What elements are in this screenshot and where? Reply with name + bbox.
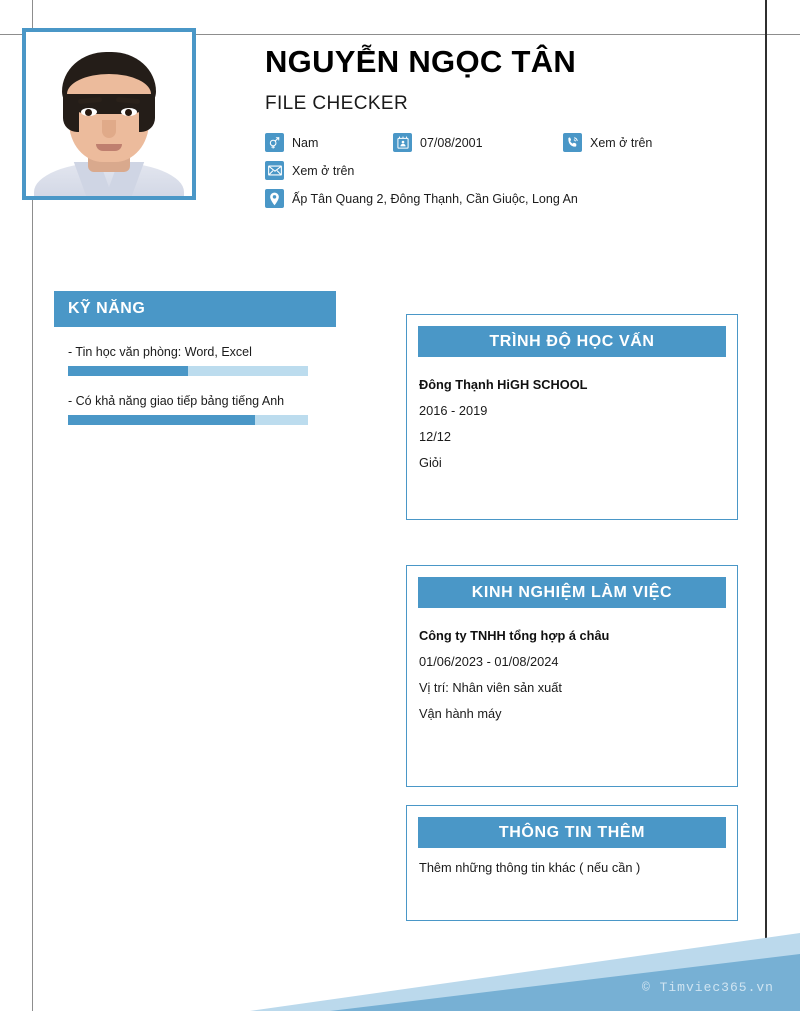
section-extra-info — [406, 805, 738, 921]
skill-item — [54, 394, 336, 425]
experience-body — [419, 628, 725, 732]
skill-progress-track — [68, 366, 308, 376]
extra-text: Thêm những thông tin khác ( nếu cần ) — [419, 860, 641, 875]
skill-label: - Có khả năng giao tiếp bảng tiếng Anh — [68, 394, 285, 408]
skill-progress-fill — [68, 366, 188, 376]
skills-heading-label: KỸ NĂNG — [68, 300, 146, 317]
contact-list — [265, 133, 745, 208]
portrait-nose — [102, 120, 116, 138]
portrait-eye-left — [81, 108, 97, 116]
email-icon — [265, 161, 284, 180]
contact-dob-label: 07/08/2001 — [420, 135, 483, 150]
avatar — [22, 28, 196, 200]
skill-item — [54, 345, 336, 376]
identity-block — [265, 45, 745, 217]
footer-waves — [0, 921, 800, 1011]
contact-gender-label: Nam — [292, 135, 319, 150]
contact-address-label: Ấp Tân Quang 2, Đông Thạnh, Cần Giuộc, Long An — [292, 191, 578, 206]
education-years: 2016 - 2019 — [419, 403, 488, 418]
education-school: Đông Thạnh HiGH SCHOOL — [419, 377, 588, 392]
extra-body — [419, 860, 725, 875]
education-heading-bar — [418, 326, 726, 357]
contact-address — [265, 189, 578, 208]
phone-icon — [563, 133, 582, 152]
contact-email — [265, 161, 354, 180]
contact-row-3 — [265, 189, 745, 208]
footer-decoration — [0, 921, 800, 1011]
contact-dob — [393, 133, 563, 152]
contact-gender — [265, 133, 393, 152]
portrait-illustration — [26, 32, 192, 196]
section-skills — [54, 291, 336, 425]
contact-row-1 — [265, 133, 745, 152]
education-heading-label: TRÌNH ĐỘ HỌC VẤN — [489, 332, 655, 350]
watermark-label: © Timviec365.vn — [641, 980, 774, 995]
contact-email-label: Xem ở trên — [292, 163, 355, 178]
contact-row-2 — [265, 161, 745, 180]
portrait-eye-right — [121, 108, 137, 116]
skill-progress-track — [68, 415, 308, 425]
job-title: FILE CHECKER — [265, 93, 409, 115]
section-experience — [406, 565, 738, 787]
section-education — [406, 314, 738, 520]
experience-heading-bar — [418, 577, 726, 608]
experience-detail: Vận hành máy — [419, 706, 502, 721]
calendar-icon — [393, 133, 412, 152]
extra-heading-bar — [418, 817, 726, 848]
portrait-mouth — [96, 144, 122, 151]
experience-role: Vị trí: Nhân viên sản xuất — [419, 680, 562, 695]
extra-heading-label: THÔNG TIN THÊM — [498, 823, 646, 841]
location-icon — [265, 189, 284, 208]
education-grade: Giỏi — [419, 455, 442, 470]
page-title: NGUYỄN NGỌC TÂN — [265, 44, 577, 79]
experience-period: 01/06/2023 - 01/08/2024 — [419, 654, 559, 669]
education-major: 12/12 — [419, 429, 452, 444]
experience-heading-label: KINH NGHIỆM LÀM VIỆC — [471, 583, 673, 601]
skill-progress-fill — [68, 415, 255, 425]
education-body — [419, 377, 725, 481]
contact-phone-label: Xem ở trên — [590, 135, 653, 150]
gender-icon — [265, 133, 284, 152]
contact-phone — [563, 133, 652, 152]
skill-label: - Tin học văn phòng: Word, Excel — [68, 345, 252, 359]
experience-company: Công ty TNHH tổng hợp á châu — [419, 628, 610, 643]
cv-header — [0, 0, 800, 250]
skills-heading-bar — [54, 291, 336, 327]
